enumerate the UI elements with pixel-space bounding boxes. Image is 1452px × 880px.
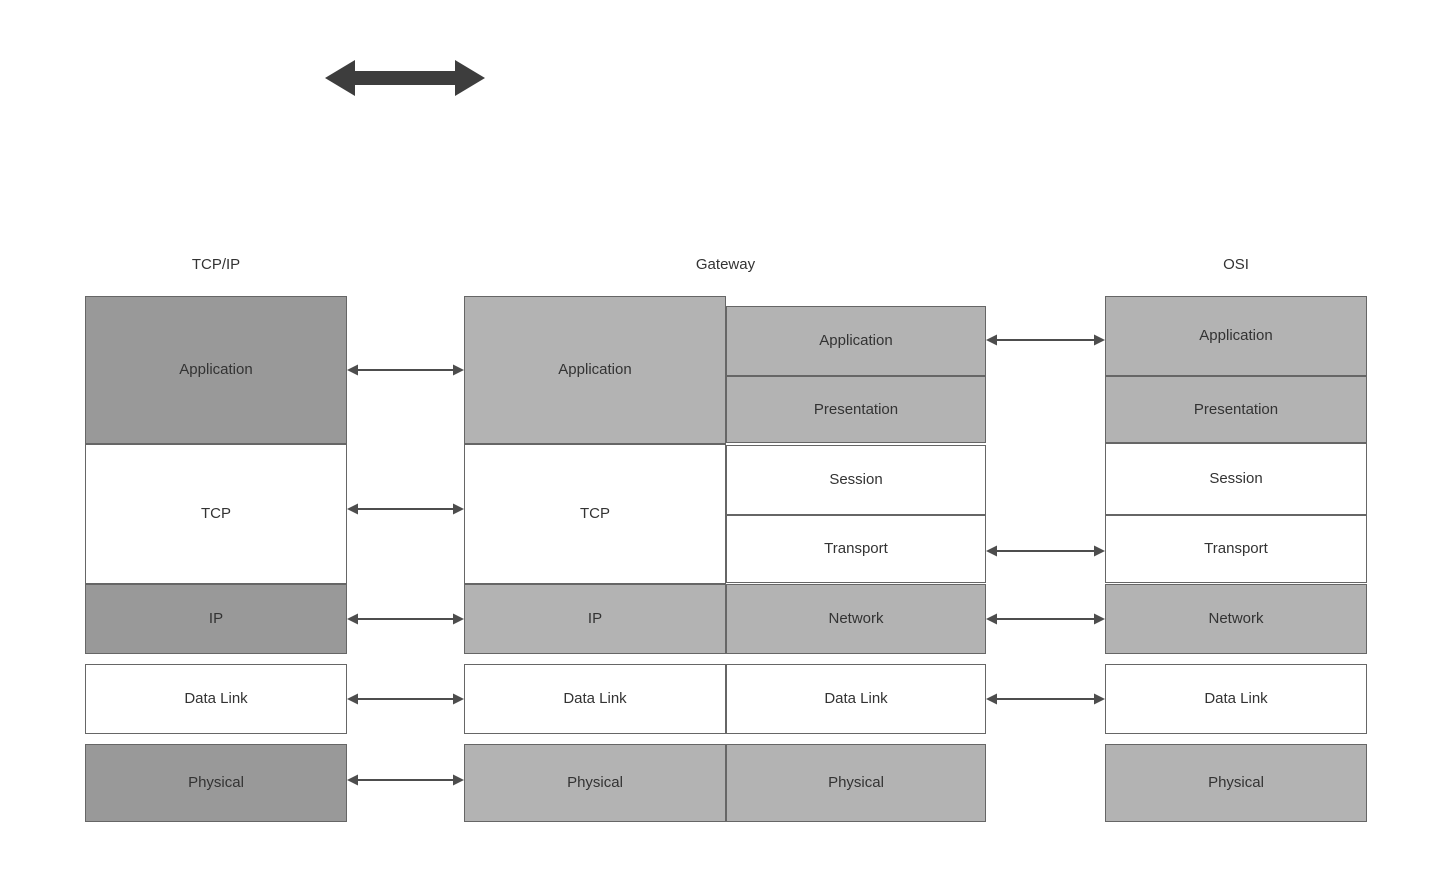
gateway-left-layer-application: Application [464, 296, 726, 444]
gateway-left-layer-ip: IP [464, 584, 726, 654]
connector-arrow-osi-transport-icon [986, 542, 1105, 560]
connector-arrow-tcpip-tcp-icon [347, 500, 464, 518]
gateway-right-layer-transport: Transport [726, 515, 986, 583]
tcpip-layer-tcp: TCP [85, 444, 347, 584]
osi-layer-presentation: Presentation [1105, 376, 1367, 443]
gateway-right-layer-session: Session [726, 445, 986, 515]
osi-layer-session: Session [1105, 443, 1367, 515]
gateway-right-layer-presentation: Presentation [726, 376, 986, 443]
osi-layer-physical: Physical [1105, 744, 1367, 822]
connector-arrow-osi-network-icon [986, 610, 1105, 628]
column-heading-tcpip: TCP/IP [191, 256, 241, 273]
connector-arrow-tcpip-ip-icon [347, 610, 464, 628]
tcpip-layer-ip: IP [85, 584, 347, 654]
tcpip-layer-data-link: Data Link [85, 664, 347, 734]
column-heading-osi: OSI [1223, 256, 1249, 273]
connector-arrow-osi-application-icon [986, 331, 1105, 349]
bidirectional-arrow-icon [325, 58, 485, 98]
gateway-left-layer-tcp: TCP [464, 444, 726, 584]
tcpip-layer-application: Application [85, 296, 347, 444]
gateway-right-layer-physical: Physical [726, 744, 986, 822]
gateway-left-layer-physical: Physical [464, 744, 726, 822]
gateway-right-layer-application: Application [726, 306, 986, 376]
osi-layer-network: Network [1105, 584, 1367, 654]
tcpip-layer-physical: Physical [85, 744, 347, 822]
gateway-left-layer-data-link: Data Link [464, 664, 726, 734]
connector-arrow-tcpip-physical-icon [347, 771, 464, 789]
osi-layer-application: Application [1105, 296, 1367, 376]
connector-arrow-osi-data-link-icon [986, 690, 1105, 708]
column-heading-gateway: Gateway [695, 256, 756, 273]
connector-arrow-tcpip-data-link-icon [347, 690, 464, 708]
gateway-right-layer-data-link: Data Link [726, 664, 986, 734]
connector-arrow-tcpip-application-icon [347, 361, 464, 379]
gateway-right-layer-network: Network [726, 584, 986, 654]
osi-layer-data-link: Data Link [1105, 664, 1367, 734]
osi-layer-transport: Transport [1105, 515, 1367, 583]
